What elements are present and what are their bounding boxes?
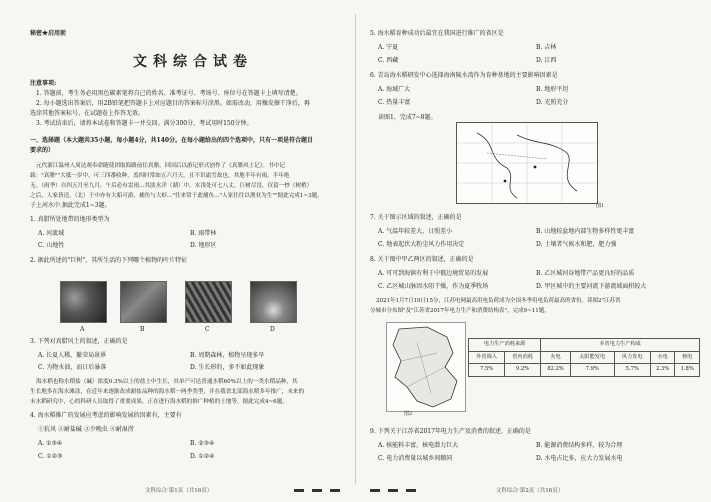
energy-table	[468, 338, 700, 377]
q9-option-d: D. 水电占比多，应大力发展水电	[536, 455, 623, 462]
q1-option-b: B. 雨带林	[190, 230, 217, 237]
notice-2b: 选涂其他答案标号。在试题卷上作答无效。	[30, 110, 145, 117]
passage2-line-1: 海水稻也称水稻盐（碱）浓度0.3%以上的盐土中生长，其单产可达普通水稻60%以上的一类水稻品种，其	[36, 379, 298, 385]
figure-2-caption: 图2	[404, 411, 413, 417]
table-header-composition: 本省电力生产构成	[541, 339, 700, 352]
secret-label: 秘密★启用前	[30, 30, 67, 37]
footer-marks-right	[366, 488, 420, 496]
passage2-line-2: 生长地多在海水滩涂，在近年来逐渐改成耐盐品种的海水稻一两季类型，并在我省北部海水稻多年推广，未来的	[30, 389, 305, 395]
map-1-drawing	[457, 123, 597, 203]
passage3-line-1: 2021年1月7日19日15分，江苏电网最高用电负荷成为全国冬季用电负荷最高的省份。读图2"江苏省	[376, 298, 621, 304]
leaf-photo-a	[60, 281, 107, 323]
q4-option-a: A. ①③④	[38, 440, 63, 447]
notice-3: 3. 考试结束后，请将本试卷和答题卡一并交回。满分300分，考试用时150分钟。	[36, 120, 253, 127]
notice-heading: 注意事项:	[30, 80, 57, 87]
q8-option-c: C. 乙区城山脉因水阻干燥，作为夏季牧场	[378, 283, 489, 290]
table-col: 外省调入	[469, 351, 505, 364]
left-footer-text: 文科综合·第1页（共16页）	[145, 488, 213, 494]
q3-option-a: A. 长夏人稀，繁荣局景界	[38, 352, 107, 359]
q1-option-a: A. 河流域	[38, 230, 65, 237]
leaf-photo-b	[120, 281, 167, 323]
q4-option-c: C. ①②③	[38, 453, 63, 460]
q4-items: ①抗风 ②耐盐碱 ③少晚虫 ④耐湿涝	[38, 426, 134, 433]
table-col: 火电	[541, 351, 571, 364]
question-7: 7. 关于图示区域的叙述，正确的是	[370, 214, 462, 221]
right-page	[356, 0, 711, 502]
table-cell: 7.9%	[570, 364, 614, 377]
passage-line-3: 无。（雨季）自四五月至九月，午后必有雷雨...其淡水洋（湖）中，水浅处可七八丈，巨树尽没，仅留一杪（树梢）	[30, 183, 313, 189]
table-col: 水电	[650, 351, 675, 364]
question-9: 9. 下列关于江苏省2017年电力生产及消费的叙述，正确的是	[370, 428, 531, 435]
map-figure-1	[456, 122, 598, 204]
q5-option-c: C. 西藏	[378, 57, 399, 64]
question-1: 1. 真腊所处地带的地形类型为	[30, 216, 110, 223]
q5-option-a: A. 宁夏	[378, 44, 399, 51]
question-5: 5. 海水稻育种成功后最宜在我国进行推广的省区是	[370, 30, 504, 37]
q3-option-c: C. 为物水油，而日后暴落	[38, 364, 107, 371]
photo-label-a: A	[80, 326, 85, 333]
table-col: 省内消耗	[505, 351, 541, 364]
passage2-line-3: 末水稻研究中，心的科研人员取得了重要成果，正在进行海水稻的推广种植的土地等。据此完成4~6题。	[30, 399, 288, 405]
q7-option-c: C. 地表起伏大粉尘风力作用决定	[378, 241, 465, 248]
table-col: 核电	[675, 351, 700, 364]
question-3: 3. 下列对真腊风土的叙述，正确的是	[30, 338, 128, 345]
passage-line-4: 之后，人家皆送，（北）于中亦有大船可游，捕鱼与大虾..."往来常于此捕鱼..."人家往往以渔业为生""据此完成1~3题。	[30, 193, 323, 199]
q9-option-b: B. 能源消费结构多样，较为合理	[536, 442, 623, 449]
notice-1: 1. 答题前，考生务必用黑色碳素笔将自己的姓名、准考证号、考场号、座位号在答题卡上填写清楚。	[36, 90, 302, 97]
q7-option-b: B. 山地较盆地内部生物多样性更丰富	[536, 228, 635, 235]
leaf-photo-c	[185, 281, 232, 323]
table-cell: 9.2%	[505, 364, 541, 377]
q1-option-d: D. 地形区	[190, 242, 217, 249]
q6-option-b: B. 地形平坦	[536, 86, 569, 93]
table-col: 风力发电	[614, 351, 650, 364]
right-footer	[496, 488, 563, 496]
question-8: 8. 关于图中甲乙两区的叙述，正确的是	[370, 256, 474, 263]
left-page	[0, 0, 355, 502]
q9-option-a: A. 核能料丰富，核电潜力巨大	[378, 442, 459, 449]
passage-line-1: 元代浙江温州人周达观奉命随使团取海路前往真腊，回国后以游记形式创作了《真腊风土记》。书中记	[36, 163, 285, 169]
q8-option-a: A. 可可到海镇有利于中俄边境贸易的发展	[378, 270, 489, 277]
passage3-line-2: 分城市分布图"及"江苏省2017年电力生产和消费结构表"，完成9~11题。	[370, 308, 550, 314]
photo-label-b: B	[140, 326, 145, 333]
notice-2: 2. 每小题选出答案后，用2B铅笔把答题卡上对应题目的答案标号涂黑。如需改动，用橡皮擦干净后，再	[36, 100, 310, 107]
q9-option-c: C. 电力消费量以城乡间顺同	[378, 455, 453, 462]
table-col: 太阳能发电	[570, 351, 614, 364]
q4-option-d: D. ①②④	[190, 453, 215, 460]
question-2: 2. 据此所述的"巨树"，其所生活的下列哪个植物的叶片特征	[30, 257, 188, 264]
q6-option-a: A. 海域广大	[378, 86, 411, 93]
table-cell: 2.3%	[650, 364, 675, 377]
table-header-source: 电力生产消耗来源	[469, 339, 541, 352]
passage-line-2: 载："真腊""大抵一岁中，可三四番收种，盖四时常如五六月天，且不识霜雪故也。其地半年有雨，半年绝	[30, 173, 290, 179]
page-title: 文科综合试卷	[133, 54, 253, 70]
footer-marks	[290, 488, 344, 496]
right-footer-text: 文科综合·第2页（共16页）	[496, 488, 564, 494]
q1-option-c: C. 山地性	[38, 242, 65, 249]
table-cell: 82.2%	[541, 364, 571, 377]
question-6: 6. 青岛海水稻研发中心选择海南陵水湾作为育种基地的主要影响因素是	[370, 72, 558, 79]
figure-1-caption: 图1	[596, 203, 605, 209]
q8-option-b: B. 乙区城河谷地带产品更良好的品质	[536, 270, 635, 277]
q3-option-d: D. 生长形的，多不如此现象	[190, 364, 265, 371]
map-figure-2	[386, 322, 466, 412]
table-cell: 5.7%	[614, 364, 650, 377]
photo-label-d: D	[270, 326, 275, 333]
q7-option-a: A. 气温年较差大，日照差小	[378, 228, 453, 235]
q4-option-b: B. ②③④	[190, 440, 215, 447]
q6-option-d: D. 光照充分	[536, 99, 569, 106]
q5-option-b: B. 吉林	[536, 44, 557, 51]
leaf-photo-d	[250, 281, 297, 323]
photo-label-c: C	[205, 326, 210, 333]
q5-option-d: D. 江西	[536, 57, 557, 64]
q8-option-d: D. 甲区城中的主要河流下游流域面积较大	[536, 283, 647, 290]
q3-option-b: B. 周期森林，植物呈现多旱	[190, 352, 265, 359]
question-4: 4. 海水稻推广的发展应考虑的影响发展的因素有，主要有	[30, 412, 182, 419]
q7-option-d: D. 土壤者气候水和肥，肥力强	[536, 241, 617, 248]
table-cell: 1.8%	[675, 364, 700, 377]
section-heading-cont: 要求的）	[30, 147, 55, 154]
q6-option-c: C. 热量丰富	[378, 99, 411, 106]
passage-end: 子上河水中.据此完成1~3题。	[30, 202, 111, 209]
jiangsu-map-drawing	[387, 323, 465, 411]
section-heading: 一、选择题（本大题共35小题，每小题4分，共140分。在每小题给出的四个选项中，只有一项是符合题目	[30, 137, 314, 144]
left-footer	[145, 488, 212, 496]
read-figure-1: 读图1，完成7~8题。	[378, 114, 437, 121]
table-cell: 7.5%	[469, 364, 505, 377]
